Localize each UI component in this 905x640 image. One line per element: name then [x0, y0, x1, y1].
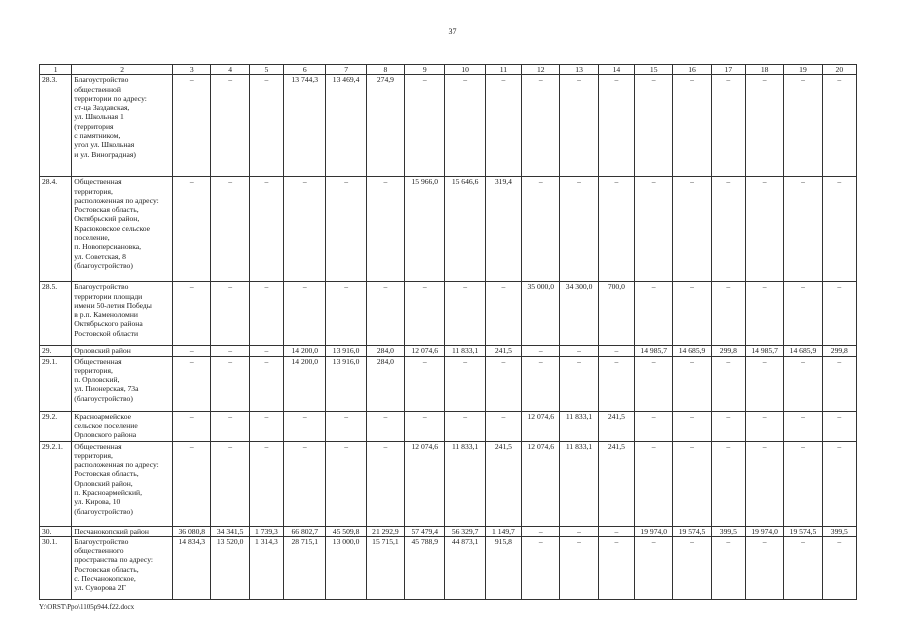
row-name-line: Октябрьский район,	[74, 214, 140, 224]
cell-value: –	[711, 411, 745, 441]
cell-value: –	[173, 177, 211, 282]
cell-value: 13 916,0	[326, 356, 366, 411]
row-name-line: Октябрьского района	[74, 319, 143, 329]
cell-value: 241,5	[598, 411, 634, 441]
cell-value: 11 833,1	[560, 411, 598, 441]
cell-value: 299,8	[822, 346, 856, 356]
cell-value: 13 520,0	[211, 536, 249, 599]
cell-value: 241,5	[485, 441, 521, 526]
cell-value: –	[598, 526, 634, 536]
row-name	[72, 526, 173, 536]
row-number: 28.3.	[40, 75, 72, 177]
cell-value: 12 074,6	[405, 346, 445, 356]
row-name-line: Орловского района	[74, 430, 137, 440]
cell-value: –	[598, 356, 634, 411]
column-header: 11	[485, 65, 521, 75]
cell-value: –	[635, 411, 673, 441]
column-header: 8	[366, 65, 404, 75]
cell-value: 15 646,6	[445, 177, 485, 282]
cell-value: –	[822, 282, 856, 346]
column-header: 15	[635, 65, 673, 75]
data-table	[39, 64, 857, 600]
cell-value: –	[284, 411, 326, 441]
column-header: 20	[822, 65, 856, 75]
cell-value: –	[822, 75, 856, 177]
column-header: 19	[784, 65, 822, 75]
row-name-line: территория,	[74, 186, 113, 196]
cell-value: 11 833,1	[445, 346, 485, 356]
cell-value: –	[673, 356, 711, 411]
row-name-line: пространства по адресу:	[74, 555, 153, 565]
cell-value: 14 200,0	[284, 346, 326, 356]
row-name-line: ул. Пионерская, 73а	[74, 384, 139, 394]
cell-value: –	[560, 75, 598, 177]
cell-value: 21 292,9	[366, 526, 404, 536]
cell-value: –	[485, 282, 521, 346]
row-name-line: с. Песчанокопское,	[74, 574, 136, 584]
row-name-line: ул. Кирова, 10	[74, 497, 121, 507]
column-header: 2	[72, 65, 173, 75]
cell-value: –	[211, 282, 249, 346]
column-header: 5	[249, 65, 283, 75]
column-header: 14	[598, 65, 634, 75]
cell-value: –	[173, 441, 211, 526]
cell-value: 36 080,8	[173, 526, 211, 536]
cell-value: –	[405, 75, 445, 177]
cell-value: 13 744,3	[284, 75, 326, 177]
cell-value: –	[173, 356, 211, 411]
row-name-line: угол ул. Школьная	[74, 140, 135, 150]
cell-value: –	[673, 411, 711, 441]
row-name-line: территории площади	[74, 291, 143, 301]
cell-value: –	[211, 441, 249, 526]
cell-value: –	[598, 536, 634, 599]
cell-value: 44 873,1	[445, 536, 485, 599]
cell-value: 12 074,6	[522, 411, 560, 441]
row-name-line: ул. Советская, 8	[74, 251, 126, 261]
row-name-line: Ростовская область,	[74, 564, 139, 574]
cell-value: –	[249, 441, 283, 526]
cell-value: 45 509,8	[326, 526, 366, 536]
cell-value: 15 966,0	[405, 177, 445, 282]
row-name-line: и ул. Виноградная)	[74, 149, 136, 159]
cell-value: –	[445, 75, 485, 177]
cell-value: 11 833,1	[445, 441, 485, 526]
row-name-line: ул. Суворова 2Г	[74, 583, 126, 593]
cell-value: –	[173, 411, 211, 441]
cell-value: 700,0	[598, 282, 634, 346]
column-header: 12	[522, 65, 560, 75]
row-name-line: ст-ца Заздавская,	[74, 103, 130, 113]
column-header: 6	[284, 65, 326, 75]
row-name-line: (благоустройство)	[74, 260, 133, 270]
row-number: 29.1.	[40, 356, 72, 411]
row-name-line: Красноармейское	[74, 411, 131, 421]
cell-value: 66 802,7	[284, 526, 326, 536]
row-name-line: (благоустройство)	[74, 506, 133, 516]
cell-value: –	[822, 177, 856, 282]
row-name-line: ул. Школьная 1	[74, 112, 124, 122]
column-header: 16	[673, 65, 711, 75]
cell-value: 14 200,0	[284, 356, 326, 411]
cell-value: 11 833,1	[560, 441, 598, 526]
column-header: 18	[745, 65, 783, 75]
row-name-line: территория,	[74, 450, 113, 460]
table-row	[40, 441, 857, 526]
row-name-line: территория,	[74, 365, 113, 375]
cell-value: –	[745, 282, 783, 346]
cell-value: –	[745, 177, 783, 282]
cell-value: –	[249, 346, 283, 356]
cell-value: 14 685,9	[784, 346, 822, 356]
row-name-line: Ростовская область,	[74, 205, 139, 215]
row-name	[72, 411, 173, 441]
table-row	[40, 346, 857, 356]
cell-value: –	[211, 411, 249, 441]
row-number: 30.	[40, 526, 72, 536]
cell-value: –	[249, 356, 283, 411]
cell-value: –	[784, 441, 822, 526]
cell-value: –	[673, 441, 711, 526]
row-name	[72, 356, 173, 411]
cell-value: –	[366, 411, 404, 441]
row-name-line: Благоустройство	[74, 282, 129, 292]
cell-value: –	[249, 177, 283, 282]
row-name-line: Общественная	[74, 356, 122, 366]
row-name	[72, 441, 173, 526]
cell-value: –	[560, 536, 598, 599]
row-name-line: (благоустройство)	[74, 393, 133, 403]
row-name-line: Ростовская область,	[74, 469, 139, 479]
table-row	[40, 356, 857, 411]
cell-value: –	[822, 356, 856, 411]
cell-value: –	[598, 346, 634, 356]
cell-value: –	[211, 356, 249, 411]
cell-value: –	[711, 177, 745, 282]
cell-value: –	[673, 282, 711, 346]
column-header: 13	[560, 65, 598, 75]
cell-value: –	[635, 536, 673, 599]
cell-value: 19 974,0	[745, 526, 783, 536]
column-header: 3	[173, 65, 211, 75]
cell-value: 57 479,4	[405, 526, 445, 536]
cell-value: 45 788,9	[405, 536, 445, 599]
row-number: 29.2.1.	[40, 441, 72, 526]
cell-value: –	[673, 177, 711, 282]
cell-value: –	[249, 411, 283, 441]
cell-value: –	[405, 411, 445, 441]
cell-value: –	[673, 536, 711, 599]
cell-value: –	[445, 356, 485, 411]
row-name-line: расположенная по адресу:	[74, 195, 159, 205]
row-number: 28.5.	[40, 282, 72, 346]
row-name-line: Красюковское сельское	[74, 223, 151, 233]
cell-value: –	[249, 75, 283, 177]
cell-value: –	[366, 177, 404, 282]
cell-value: –	[173, 346, 211, 356]
row-name	[72, 282, 173, 346]
row-name-line: общественного	[74, 546, 124, 556]
cell-value: 28 715,1	[284, 536, 326, 599]
cell-value: –	[522, 75, 560, 177]
row-name-line: Благоустройство	[74, 75, 129, 85]
cell-value: –	[635, 441, 673, 526]
cell-value: –	[522, 346, 560, 356]
cell-value: –	[173, 75, 211, 177]
cell-value: –	[405, 356, 445, 411]
row-name-line: Орловский район	[74, 346, 131, 356]
cell-value: 13 916,0	[326, 346, 366, 356]
row-name-line: Общественная	[74, 177, 122, 187]
cell-value: –	[784, 282, 822, 346]
cell-value: 35 000,0	[522, 282, 560, 346]
cell-value: 399,5	[822, 526, 856, 536]
row-name-line: Песчанокопский район	[74, 526, 149, 536]
cell-value: 241,5	[598, 441, 634, 526]
footer-file-path: Y:\ORST\Ppo\1105p944.f22.docx	[39, 603, 135, 611]
cell-value: –	[784, 75, 822, 177]
cell-value: –	[326, 411, 366, 441]
cell-value: 13 469,4	[326, 75, 366, 177]
cell-value: –	[560, 346, 598, 356]
cell-value: –	[211, 177, 249, 282]
cell-value: –	[445, 282, 485, 346]
cell-value: –	[445, 411, 485, 441]
row-name	[72, 177, 173, 282]
cell-value: –	[784, 177, 822, 282]
cell-value: –	[711, 282, 745, 346]
row-name-line: Общественная	[74, 441, 122, 451]
cell-value: –	[711, 441, 745, 526]
cell-value: –	[284, 282, 326, 346]
row-name-line: с памятником,	[74, 131, 121, 141]
cell-value: –	[822, 441, 856, 526]
cell-value: –	[784, 411, 822, 441]
cell-value: –	[635, 177, 673, 282]
cell-value: –	[284, 441, 326, 526]
row-name	[72, 75, 173, 177]
row-name-line: расположенная по адресу:	[74, 460, 159, 470]
cell-value: –	[635, 282, 673, 346]
column-header: 10	[445, 65, 485, 75]
cell-value: –	[560, 356, 598, 411]
cell-value: –	[784, 536, 822, 599]
cell-value: –	[673, 75, 711, 177]
cell-value: 284,0	[366, 356, 404, 411]
cell-value: 241,5	[485, 346, 521, 356]
row-number: 29.2.	[40, 411, 72, 441]
cell-value: –	[522, 526, 560, 536]
cell-value: –	[522, 536, 560, 599]
cell-value: 19 974,0	[635, 526, 673, 536]
cell-value: 14 834,3	[173, 536, 211, 599]
cell-value: 284,0	[366, 346, 404, 356]
cell-value: –	[522, 356, 560, 411]
cell-value: 14 685,9	[673, 346, 711, 356]
cell-value: –	[485, 411, 521, 441]
cell-value: 1 314,3	[249, 536, 283, 599]
cell-value: 14 985,7	[745, 346, 783, 356]
row-number: 30.1.	[40, 536, 72, 599]
cell-value: –	[173, 282, 211, 346]
row-name-line: в р.п. Каменоломни	[74, 310, 138, 320]
cell-value: 12 074,6	[522, 441, 560, 526]
cell-value: –	[560, 526, 598, 536]
column-header: 17	[711, 65, 745, 75]
row-name-line: Орловский район,	[74, 478, 133, 488]
cell-value: –	[598, 75, 634, 177]
cell-value: –	[598, 177, 634, 282]
table-row	[40, 177, 857, 282]
column-header: 4	[211, 65, 249, 75]
cell-value: –	[745, 411, 783, 441]
column-header: 9	[405, 65, 445, 75]
cell-value: –	[711, 536, 745, 599]
cell-value: –	[326, 441, 366, 526]
cell-value: 19 574,5	[673, 526, 711, 536]
cell-value: –	[711, 356, 745, 411]
header-row	[40, 65, 857, 75]
cell-value: 34 341,5	[211, 526, 249, 536]
row-name-line: (территория	[74, 121, 114, 131]
row-name-line: сельское поселение	[74, 420, 138, 430]
cell-value: 56 329,7	[445, 526, 485, 536]
cell-value: –	[284, 177, 326, 282]
cell-value: –	[635, 75, 673, 177]
cell-value: 319,4	[485, 177, 521, 282]
cell-value: –	[745, 356, 783, 411]
row-name-line: п. Орловский,	[74, 375, 120, 385]
row-name-line: п. Новоперсиановка,	[74, 242, 142, 252]
row-name-line: поселение,	[74, 233, 110, 243]
cell-value: 15 715,1	[366, 536, 404, 599]
page-number: 37	[448, 27, 457, 36]
cell-value: –	[784, 356, 822, 411]
cell-value: –	[822, 536, 856, 599]
row-name-line: п. Красноармейский,	[74, 488, 142, 498]
cell-value: 915,8	[485, 536, 521, 599]
row-name-line: Благоустройство	[74, 536, 129, 546]
row-name-line: имени 50-летия Победы	[74, 300, 152, 310]
cell-value: –	[522, 177, 560, 282]
row-name-line: Ростовской области	[74, 328, 139, 338]
row-name-line: общественной	[74, 84, 121, 94]
column-header: 1	[40, 65, 72, 75]
cell-value: –	[822, 411, 856, 441]
cell-value: 1 149,7	[485, 526, 521, 536]
cell-value: –	[485, 356, 521, 411]
cell-value: –	[326, 282, 366, 346]
cell-value: 14 985,7	[635, 346, 673, 356]
cell-value: 399,5	[711, 526, 745, 536]
cell-value: –	[711, 75, 745, 177]
cell-value: –	[366, 441, 404, 526]
cell-value: –	[405, 282, 445, 346]
row-name	[72, 536, 173, 599]
cell-value: –	[745, 441, 783, 526]
cell-value: 34 300,0	[560, 282, 598, 346]
row-number: 28.4.	[40, 177, 72, 282]
cell-value: –	[560, 177, 598, 282]
cell-value: –	[211, 75, 249, 177]
row-number: 29.	[40, 346, 72, 356]
cell-value: 13 000,0	[326, 536, 366, 599]
cell-value: –	[635, 356, 673, 411]
table-row	[40, 536, 857, 599]
column-header: 7	[326, 65, 366, 75]
cell-value: 299,8	[711, 346, 745, 356]
table-row	[40, 75, 857, 177]
cell-value: 12 074,6	[405, 441, 445, 526]
table-row	[40, 282, 857, 346]
table-row	[40, 526, 857, 536]
cell-value: –	[485, 75, 521, 177]
cell-value: –	[249, 282, 283, 346]
cell-value: –	[745, 536, 783, 599]
cell-value: –	[366, 282, 404, 346]
cell-value: 274,9	[366, 75, 404, 177]
row-name-line: территории по адресу:	[74, 93, 147, 103]
cell-value: –	[745, 75, 783, 177]
cell-value: 19 574,5	[784, 526, 822, 536]
table-row	[40, 411, 857, 441]
cell-value: –	[326, 177, 366, 282]
row-name	[72, 346, 173, 356]
cell-value: –	[211, 346, 249, 356]
cell-value: 1 739,3	[249, 526, 283, 536]
